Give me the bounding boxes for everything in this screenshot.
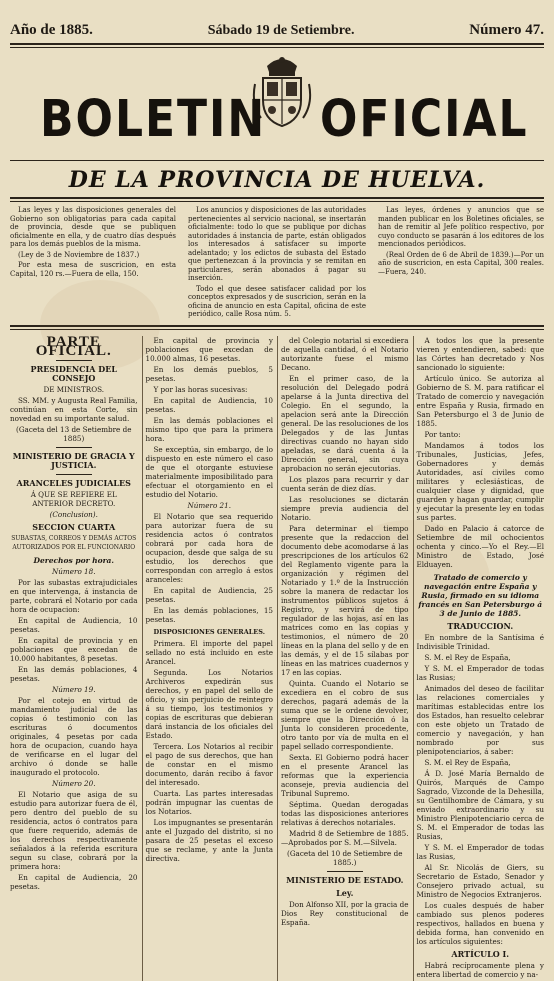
- paragraph: Segunda. Los Notarios Archiveros expedirán sus derechos, y en papel del sello de oficio, y sin perjuicio de reintegro á su tiempo, los testimonios y copias de escrituras que debieran dará instancia de los oficiales del Estado.: [145, 667, 273, 740]
- paragraph: Primera. El importe del papel sellado no está incluido en este Arancel.: [145, 638, 273, 666]
- issue-number: Número 47.: [469, 22, 544, 38]
- paragraph: del Colegio notarial si excediera de aquella cantidad, ó el Notario autorizante fuese el mismo Decano.: [281, 335, 409, 372]
- column-1: [10, 333, 138, 981]
- paragraph: SS. MM. y Augusta Real Familia, continúan en esta Corte, sin novedad en su importante salud.: [10, 395, 138, 423]
- article-number: Número 19.: [52, 684, 96, 694]
- paragraph: Séptima. Quedan derogadas todas las disposiciones anteriores relativas á derechos notariales.: [281, 799, 409, 827]
- body-columns: [10, 333, 544, 981]
- subheading-line: DE MINISTROS.: [43, 384, 105, 394]
- issue-date: Sábado 19 de Setiembre.: [207, 23, 355, 38]
- paragraph: Por las subastas extrajudiciales en que intervenga, á instancia de parte, cobrará el Notario por cada hora de ocupacion:: [10, 577, 138, 614]
- paragraph: En capital de Audiencia, 10 pesetas.: [145, 395, 273, 414]
- citation: (Gaceta del 13 de Setiembre de 1885): [16, 424, 132, 443]
- subtitle-bottom-rule: [10, 197, 544, 202]
- paragraph: Mandamos á todos los Tribunales, Justicias, Jefes, Gobernadores y demás Autoridades, así civiles como militares y eclesiásticas, de cualquier clase y dignidad, que guarden y hagan guardar, cumplir y ejecutar la presente ley en todas sus partes.: [416, 440, 544, 522]
- paragraph: Artículo único. Se autoriza al Gobierno de S. M. para ratificar el Tratado de comercio y navegación entre España y Rusia, firmado en San Petersburgo el 3 de Junio de 1885.: [416, 373, 544, 428]
- citation: (Gaceta del 10 de Setiembre de 1885.): [287, 848, 403, 867]
- separator: [56, 447, 92, 448]
- paragraph: Por el cotejo en virtud de mandamiento judicial de las copias ó testimonio con las escrituras ó documentos originales, 4 pesetas por cada hora de ocupacion, cuando haya de verificarse en el lugar del archivo ó donde se halle inaugurado el protocolo.: [10, 695, 138, 777]
- masthead-subtitle: DE LA PROVINCIA DE HUELVA.: [68, 167, 486, 193]
- separator: [56, 474, 92, 475]
- subheading: PRESIDENCIA DEL CONSEJO: [30, 363, 117, 383]
- paragraph: Animados del deseo de facilitar las relaciones comerciales y marítimas establecidas entre los dos Estados, han resuelto celebrar con este objeto un Tratado de comercio y navegación, y han nombrado por sus plenipotenciarios, á saber:: [416, 683, 544, 756]
- paragraph: En capital de provincia y en poblaciones que excedan de 10.000 habitantes, 8 pesetas.: [10, 635, 138, 663]
- section-heading: PARTE OFICIAL.: [35, 333, 112, 359]
- notice-left: [10, 206, 176, 321]
- subheading: Ley.: [336, 887, 354, 898]
- notice-text: Todo el que desee satisfacer calidad por los conceptos expresados y de suscricion, serán en la oficina de anuncio en esta Capital, oficina de este periódico, calle Rosa núm. 5.: [188, 284, 366, 318]
- notice-text: (Ley de 3 de Noviembre de 1837.): [18, 250, 140, 259]
- paragraph: Cuarta. Las partes interesadas podrán impugnar las cuentas de los Notarios.: [145, 788, 273, 816]
- notice-center: [188, 206, 366, 321]
- paragraph: Madrid 8 de Setiembre de 1885.—Aprobados por S. M.—Silvela.: [281, 828, 409, 847]
- paragraph: Habrá recíprocamente plena y entera libertad de comercio y na-: [416, 960, 544, 979]
- paragraph: En capital de Audiencia, 20 pesetas.: [10, 872, 138, 891]
- paragraph: Tercera. Los Notarios al recibir el pago de sus derechos, que han de constar en el mismo documento, darán recibo á favor del interesado.: [145, 741, 273, 787]
- paragraph: Las resoluciones se dictarán siempre previa audiencia del Notario.: [281, 494, 409, 522]
- subheading: ARTÍCULO I.: [451, 948, 510, 959]
- paragraph: El Notario que sea requerido para autorizar fuera de su residencia actos ó contratos cobrará por cada hora de ocupacion, desde que salga de su estudio, los derechos que correspondan con arreglo á estos aranceles:: [145, 511, 273, 584]
- paragraph: Al Sr. Nicolás de Giers, su Secretario de Estado, Senador y Consejero privado actual, su Ministro de Negocios Extranjeros.: [416, 862, 544, 899]
- subheading: Tratado de comercio y navegación entre España y Rusia, firmado en su idioma francés en San Petersburgo á 3 de Junio de 1885.: [418, 572, 543, 618]
- paragraph: En las demás poblaciones, 15 pesetas.: [145, 605, 273, 624]
- subheading-line: Á QUE SE REFIERE EL ANTERIOR DECRETO.: [30, 489, 117, 508]
- paragraph: Por tanto:: [424, 429, 461, 439]
- subheading: ARANCELES JUDICIALES: [16, 477, 131, 488]
- paragraph: Los impugnantes se presentarán ante el Juzgado del distrito, si no pasara de 25 pesetas el exceso que se reclame, y ante la Junta directiva.: [145, 817, 273, 863]
- subheading: Derechos por hora.: [33, 555, 115, 565]
- notice-right: [378, 206, 544, 321]
- paragraph: En las demás poblaciones, 4 pesetas.: [10, 664, 138, 683]
- paragraph: En las demás poblaciones el mismo tipo que para la primera hora.: [145, 415, 273, 443]
- subheading: MINISTERIO DE GRACIA Y JUSTICIA.: [12, 450, 135, 470]
- paragraph: Los cuales después de haber cambiado sus plenos poderes respectivos, hallados en buena y debida forma, han convenido en los artículos siguientes:: [416, 900, 544, 946]
- subheading: MINISTERIO DE ESTADO.: [286, 874, 404, 885]
- article-number: Número 20.: [52, 778, 96, 788]
- issue-line: [10, 22, 544, 39]
- paragraph: El Notario que asiga de su estudio para autorizar fuera de él, pero dentro del pueblo de su residencia, actos ó contratos para que fuere requerido, además de los derechos respectivamente señalados á la referida escritura segun su clase, cobrará por la primera hora:: [10, 789, 138, 871]
- paragraph: Sexta. El Gobierno podrá hacer en el presente Arancel las reformas que la experiencia aconseje, previa audiencia del Tribunal Supremo.: [281, 752, 409, 798]
- column-rule: [277, 336, 278, 981]
- masthead-title-left: BOLETIN: [40, 90, 267, 149]
- masthead: [10, 48, 544, 156]
- column-4: [417, 336, 545, 981]
- separator: [56, 360, 92, 361]
- paragraph: Los plazos para recurrir y dar cuenta serán de diez días.: [281, 474, 409, 493]
- notice-text: (Real Orden de 6 de Abril de 1839.)—Por un año de suscricion, en esta Capital, 300 reales.—Fuera, 240.: [378, 250, 544, 276]
- notice-text: Los anuncios y disposiciones de las autoridades pertenecientes al servicio nacional, se insertarán oficialmente: todo lo que se publique por dichas autoridades á instancia de parte, están obligados los interesados á satisfacer su importe adelantado; y los edictos de subasta del Estado que pertenezcan á la provincia y se remitan en particulares, serán abonados á pagar su inserción.: [188, 206, 366, 282]
- paragraph: Y S. M. el Emperador de todas las Rusias,: [416, 842, 544, 861]
- subtitle-band: [10, 167, 544, 193]
- paragraph: Se exceptúa, sin embargo, de lo dispuesto en este número el caso de que el otorgante estuviese materialmente imposibilitado para efectuar el otorgamiento en el estudio del Notario.: [145, 444, 273, 499]
- notice-text: Las leyes y las disposiciones generales del Gobierno son obligatorias para cada capital de provincia, desde que se publiquen oficialmente en ella, y de cuatro días después para los demás pueblos de la misma.: [10, 206, 176, 248]
- paragraph: Para determinar el tiempo presente que la redaccion del documento debe acomodarse á las prescripciones de los artículos 62 del Reglamento vigente para la organización y régimen del Notariado y 1.º de la Instrucción sobre la manera de redactar los instrumentos públicos sujetos á Registro, y servirá de tipo regulador de las hojas, así en las matrices como en las copias y testimonios, el número de 20 líneas en la plana del sello y de en las demás, y el de 15 sílabas por líneas en las matrices cuadernos y 17 en las copias.: [281, 523, 409, 677]
- paragraph: Dado en Palacio á catorce de Setiembre de mil ochocientos ochenta y cinco.—Yo el Rey.—El Ministro de Estado, José Elduayen.: [416, 523, 544, 569]
- paragraph: Á D. José María Bernaldo de Quirós, Marqués de Campo Sagrado, Vizconde de la Dehesilla, su Gentilhombre de Cámara, y su enviado extraordinario y su Ministro Plenipotenciario cerca de S. M. el Emperador de todas las Rusias,: [416, 768, 544, 841]
- subheading: SECCION CUARTA: [32, 521, 116, 532]
- paragraph: En nombre de la Santísima é Indivisible Trinidad.: [416, 632, 544, 651]
- article-number: Número 18.: [52, 566, 96, 576]
- issue-year: Año de 1885.: [10, 22, 93, 38]
- paragraph: En capital de Audiencia, 10 pesetas.: [10, 615, 138, 634]
- column-2: [146, 336, 274, 981]
- notice-text: Las leyes, órdenes y anuncios que se manden publicar en los Boletines oficiales, se han de remitir al Jefe político respectivo, por cuyo conducto se pasarán á los editores de los mencionados periódicos.: [378, 206, 544, 248]
- column-rule: [142, 336, 143, 981]
- notices-block: [10, 206, 544, 321]
- paragraph: Don Alfonso XII, por la gracia de Dios Rey constitucional de España.: [281, 899, 409, 927]
- paragraph: En capital de provincia y poblaciones que excedan de 10.000 almas, 16 pesetas.: [145, 335, 273, 363]
- paragraph: En el primer caso, de la resolución del Delegado podrá apelarse á la Junta directiva del Colegio. En el segundo, la apelacion será ante la Dirección general. De las resoluciones de los Delegados y de las Juntas directivas cuando no hayan sido apeladas, se dará cuenta á la Dirección general, sin cuya aprobacion no serán ejecutorias.: [281, 373, 409, 473]
- paragraph: S. M. el Rey de España,: [424, 652, 511, 662]
- subheading: TRADUCCION.: [447, 620, 514, 631]
- separator: [327, 871, 363, 872]
- paragraph: S. M. el Rey de España,: [424, 757, 511, 767]
- article-number: Número 21.: [187, 500, 231, 510]
- notice-text: Por esta mesa de suscricion, en esta Capital, 120 rs.—Fuera de ella, 150.: [10, 261, 176, 278]
- subheading: DISPOSICIONES GENERALES.: [153, 627, 265, 636]
- paragraph: Y por las horas sucesivas:: [153, 384, 248, 394]
- column-3: [281, 336, 409, 981]
- paragraph: Quinta. Cuando el Notario se excediera en el cobro de sus derechos, pagará además de la suma que se le ordene devolver, siempre que la Dirección ó la Junta lo consideren procedente, otro tanto por vía de multa en el papel sellado correspondiente.: [281, 678, 409, 751]
- subheading-line: SUBASTAS, CORREOS Y DEMÁS ACTOS AUTORIZADOS POR EL FUNCIONARIO: [11, 534, 137, 551]
- paragraph: En los demás pueblos, 5 pesetas.: [145, 364, 273, 383]
- masthead-title-right: OFICIAL: [320, 90, 529, 149]
- subheading-line: (Conclusion).: [49, 509, 98, 519]
- subtitle-top-rule: [10, 160, 544, 161]
- column-rule: [413, 336, 414, 981]
- paragraph: En capital de Audiencia, 25 pesetas.: [145, 585, 273, 604]
- paragraph: Y S. M. el Emperador de todas las Rusias;: [416, 663, 544, 682]
- body-top-rule: [10, 325, 544, 330]
- paragraph: A todos los que la presente vieren y entendieren, sabed: que las Córtes han decretado y Nos sancionado lo siguiente:: [416, 335, 544, 372]
